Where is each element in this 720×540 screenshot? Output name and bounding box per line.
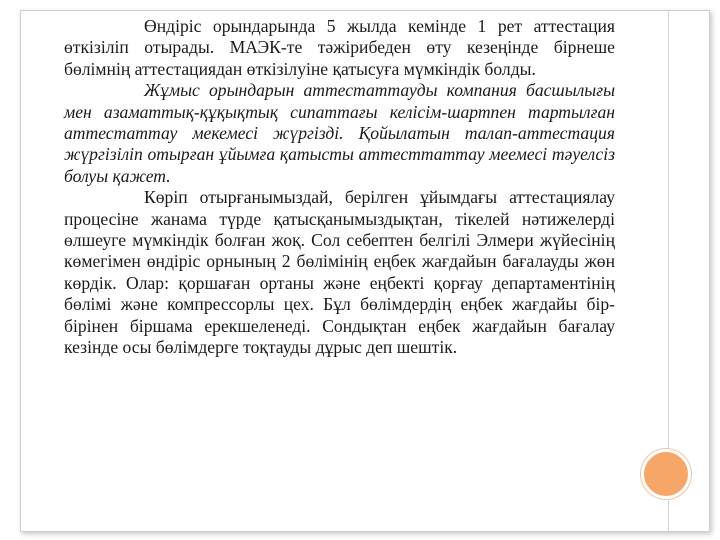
decorative-circle	[641, 449, 691, 499]
paragraph-elmeri-assessment: Көріп отырғанымыздай, берілген ұйымдағы аттестациялау процесіне жанама түрде қатысқанымыздықтан, тікелей нәтижелерді өлшеуге мүмкіндік болған жоқ. Сол себептен белгілі Элмери жүйесінің көмегімен өндіріс орнының 2 бөлімінің еңбек жағдайын бағалауды жөн көрдік. Олар: қоршаған ортаны және еңбекті қорғау департаментінің бөлімі және компрессорлы цех. Бұл бөлімдердің еңбек жағдайы бір-бірінен біршама ерекшеленеді. Сондықтан еңбек жағдайын бағалау кезінде осы бөлімдерге тоқтауды дұрыс деп шештік.	[64, 187, 615, 358]
paragraph-attestation-organization: Жұмыс орындарын аттестаттауды компания басшылығы мен азаматтық-құқықтық сипаттағы келісім-шартпен тартылған аттестаттау мекемесі жүргізді. Қойылатын талап-аттестация жүргізіліп отырған ұйымға қатысты аттесттаттау меемесі тәуелсіз болуы қажет.	[64, 80, 615, 186]
paragraph-attestation-frequency: Өндіріс орындарында 5 жылда кемінде 1 рет аттестация өткізіліп отырады. МАЭК-те тәжірибеден өту кезеңінде бірнеше бөлімнің аттестациядан өткізілуіне қатысуға мүмкіндік болды.	[64, 16, 615, 79]
slide-text-body	[64, 16, 615, 359]
